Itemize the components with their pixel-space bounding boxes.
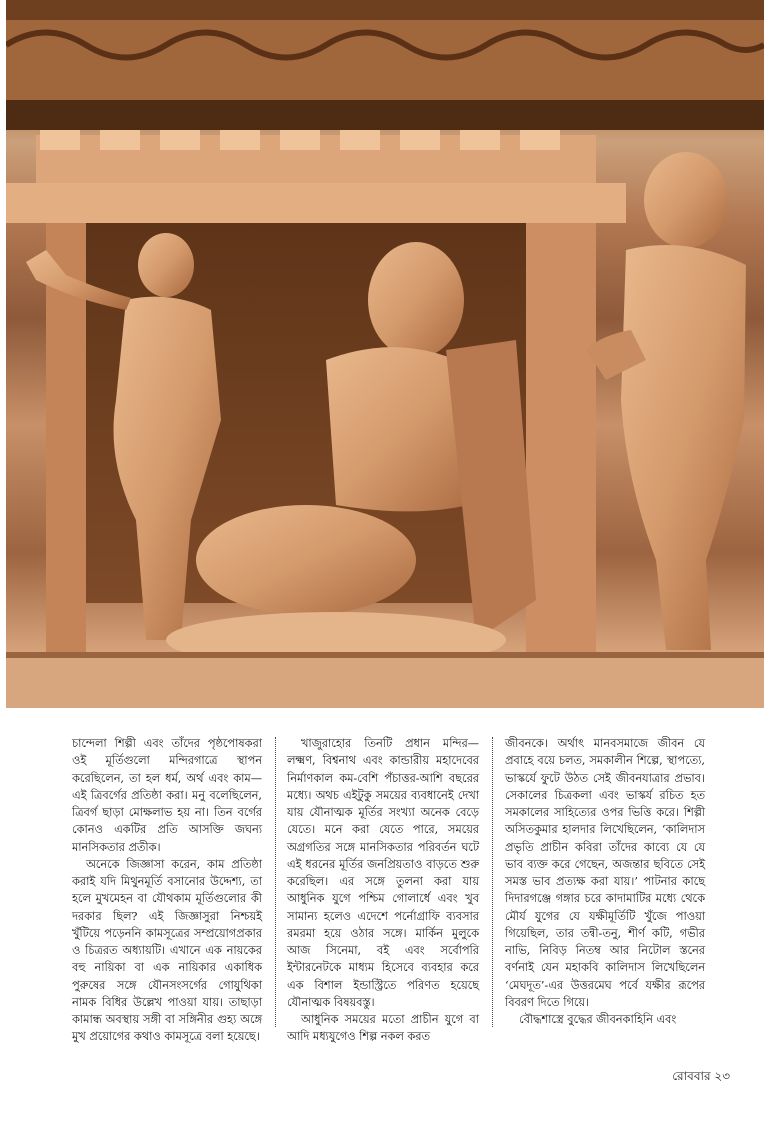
- paragraph: চান্দেলা শিল্পী এবং তাঁদের পৃষ্ঠপোষকরা ওই মূর্তিগুলো মন্দিরগাত্রে স্থাপন করেছিলেন, তা হল ধর্ম, অর্থ এবং কাম—এই ত্রিবর্গের প্রতিষ্ঠা করা। মনু বলেছিলেন, ত্রিবর্গ ছাড়া মোক্ষলাভ হয় না। তিন বর্গের কোনও একটির প্রতি আসক্তি জঘন্য মানসিকতার প্রতীক।: [72, 737, 262, 854]
- temple-relief-photo: [6, 0, 764, 708]
- article-column-3: [505, 735, 705, 1028]
- paragraph: বৌদ্ধশাস্ত্রে বুদ্ধের জীবনকাহিনি এবং: [519, 1013, 677, 1026]
- paragraph: অনেকে জিজ্ঞাসা করেন, কাম প্রতিষ্ঠা করাই যদি মিথুনমূর্তি বসানোর উদ্দেশ্য, তা হলে মুখমেহন বা যৌথকাম মূর্তিগুলোর কী দরকার ছিল? এই জিজ্ঞাসুরা নিশ্চয়ই খুঁটিয়ে পড়েননি কামসূত্রের সম্প্রয়োগপ্রকার ও চিত্ররত অধ্যায়টি। এখানে এক নায়কের বহু নায়িকা বা এক নায়িকার একাধিক পুরুষের সঙ্গে যৌনসংসর্গের গোযুথিকা নামক বিধির উল্লেখ পাওয়া যায়। তাছাড়া কামান্ধ অবস্থায় সঙ্গী বা সঙ্গিনীর গুহ্য অঙ্গে মুখ প্রয়োগের কথাও কামসূত্রে বলা হয়েছে।: [72, 857, 262, 1044]
- article-column-2: [287, 735, 479, 1046]
- paragraph: খাজুরাহোর তিনটি প্রধান মন্দির—লক্ষ্মণ, বিশ্বনাথ এবং কান্ডারীয় মহাদেবের নির্মাণকাল কম-বেশি পঁচাত্তর-আশি বছরের মধ্যে। অথচ এইটুকু সময়ের ব্যবধানেই দেখা যায় যৌনাত্মক মূর্তির সংখ্যা অনেক বেড়ে যেতে। মনে করা যেতে পারে, সময়ের অগ্রগতির সঙ্গে মানসিকতার পরিবর্তন ঘটে এই ধরনের মূর্তির জনপ্রিয়তাও বাড়তে শুরু করেছিল। এর সঙ্গে তুলনা করা যায় আধুনিক যুগে পশ্চিম গোলার্ধে এবং খুব সামান্য হলেও এদেশে পর্নোগ্রাফি ব্যবসার রমরমা হয়ে ওঠার সঙ্গে। মার্কিন মুলুকে আজ সিনেমা, বই এবং সর্বোপরি ইন্টারনেটকে মাধ্যম হিসেবে ব্যবহার করে এক বিশাল ইন্ডাস্ট্রিতে পরিণত হয়েছে যৌনাত্মক বিষয়বস্তু।: [287, 737, 479, 1009]
- column-divider: [275, 737, 276, 1027]
- paragraph: আধুনিক সময়ের মতো প্রাচীন যুগে বা আদি মধ্যযুগেও শিল্প নকল করত: [287, 1013, 479, 1044]
- article-column-1: [72, 735, 262, 1046]
- paragraph: জীবনকে। অর্থাৎ মানবসমাজে জীবন যে প্রবাহে বয়ে চলত, সমকালীন শিল্পে, স্থাপত্যে, ভাস্কর্যে ফুটে উঠত সেই জীবনযাত্রার প্রভাব। সেকালের চিত্রকলা এবং ভাস্কর্য রচিত হত সমকালের সাহিত্যের ওপর ভিত্তি করে। শিল্পী অসিতকুমার হালদার লিখেছিলেন, ‘কালিদাস প্রভৃতি প্রাচীন কবিরা তাঁদের কাব্যে যে যে ভাব ব্যক্ত করে গেছেন, অজন্তার ছবিতে সেই সমস্ত ভাব প্রত্যক্ষ করা যায়।’ পাটনার কাছে দিদারগঞ্জে গঙ্গার চরে কাদামাটির মধ্যে থেকে মৌর্য যুগের যে যক্ষীমূর্তিটি খুঁজে পাওয়া গিয়েছিল, তার তন্বী-তনু, শীর্ণ কটি, গভীর নাভি, নিবিড় নিতম্ব আর নিটোল স্তনের বর্ণনাই যেন মহাকবি কালিদাস লিখেছিলেন ‘মেঘদূত’-এর উত্তরমেঘ পর্বে যক্ষীর রূপের বিবরণ দিতে গিয়ে।: [505, 737, 705, 1009]
- column-divider: [492, 737, 493, 1027]
- relief-illustration: [6, 0, 764, 708]
- page-folio: রোববার ২৩: [672, 1069, 730, 1083]
